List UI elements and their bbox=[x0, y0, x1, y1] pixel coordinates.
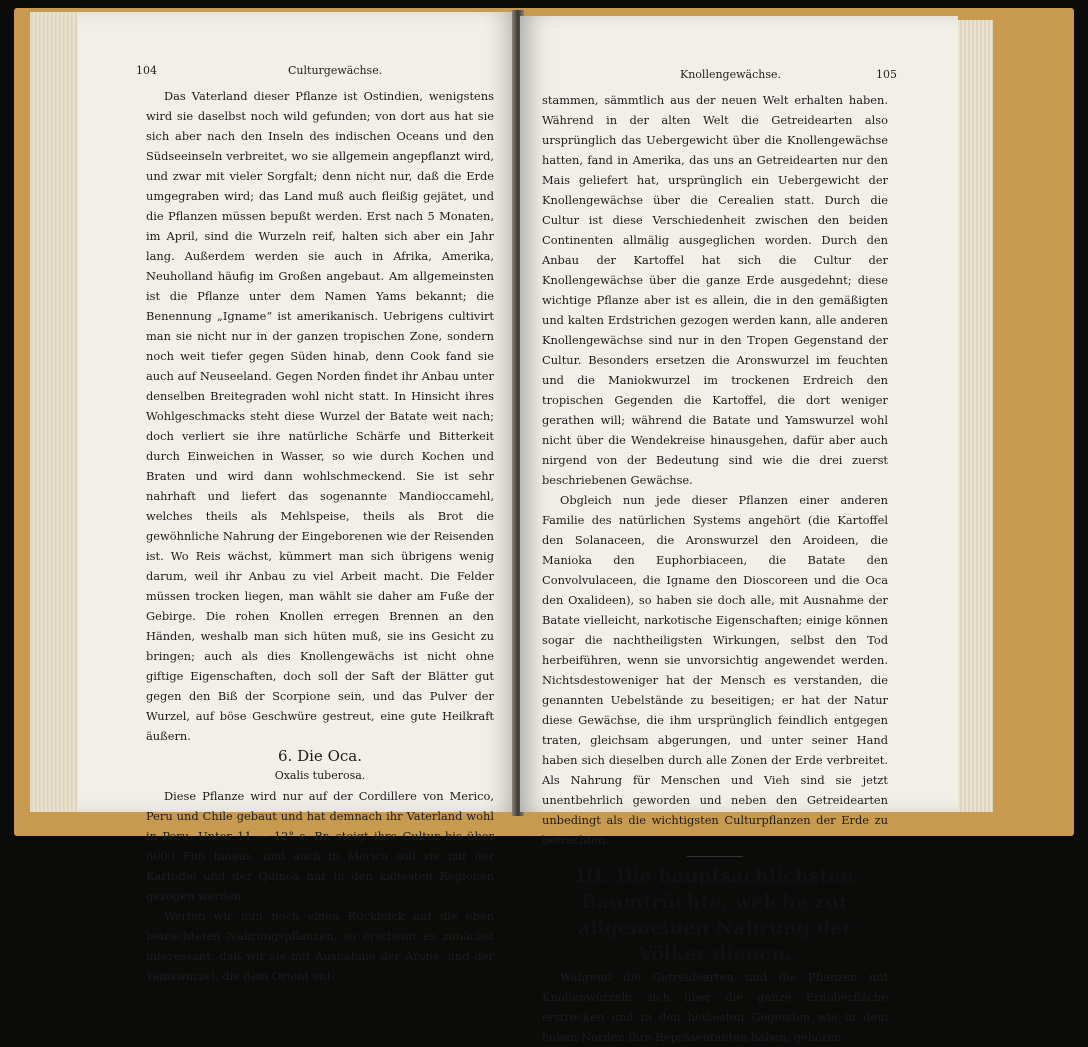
left-page bbox=[78, 12, 516, 983]
page-edges-left bbox=[30, 12, 78, 812]
chapter-title: III. Die hauptsächlichsten Baumfrüchte, welche zur allgemeinen Nahrung der Völker dienen. bbox=[576, 865, 854, 965]
left-page-number: 104 bbox=[136, 64, 157, 77]
right-paragraph-2: Obgleich nun jede dieser Pflanzen einer anderen Familie des natürlichen Systems angehört (die Kartoffel den Solanaceen, die Aronswurzel den Aroideen, die Manioka den Euphorbiaceen, die Batate den Convolvulaceen, die Igname den Dioscoreen und die Oca den Oxalideen), so haben sie doch alle, mit Ausnahme der Batate vielleicht, narkotische Eigenschaften; einige können sogar die nachtheiligsten Wirkungen, selbst den Tod herbeiführen, wenn sie unvorsichtig angewendet werden. Nichtsdestoweniger hat der Mensch es verstanden, die genannten Uebelstände zu beseitigen; er hat der Natur diese Gewächse, die ihm ursprünglich feindlich entgegen traten, gleichsam abgerungen, und unter seiner Hand haben sich dieselben durch alle Zonen der Erde verbreitet. Als Nahrung für Menschen und Vieh sind sie jetzt unentbehrlich geworden und neben den Getreidearten unbedingt als die wichtigsten Culturpflanzen der Erde zu betrachten. bbox=[542, 493, 888, 847]
right-running-head: Knollengewächse. bbox=[680, 68, 781, 81]
section-divider bbox=[687, 856, 743, 857]
right-page bbox=[520, 16, 958, 1044]
right-paragraph-3: Während die Getreidearten und die Pflanzen mit Knollenwurzeln sich über die ganze Erdoberfläche erstrecken und in den heißesten Gegenden wie in dem hohen Norden ihre Repräsentanten haben, gehören bbox=[542, 970, 888, 1044]
right-paragraph-1: stammen, sämmtlich aus der neuen Welt erhalten haben. Während in der alten Welt die Getreidearten also ursprünglich das Uebergewicht über die Knollengewächse hatten, fand in Amerika, das uns an Getreidearten nur den Mais geliefert hat, ursprünglich ein Uebergewicht der Knollengewächse über die Cerealien statt. Durch die Cultur ist diese Verschiedenheit zwischen den beiden Continenten allmälig ausgeglichen worden. Durch den Anbau der Kartoffel hat sich die Cultur der Knollengewächse über die ganze Erde ausgedehnt; diese wichtige Pflanze aber ist es allein, die in den gemäßigten und kalten Erdstrichen gezogen werden kann, alle anderen Knollengewächse sind nur in den Tropen Gegenstand der Cultur. Besonders ersetzen die Aronswurzel im feuchten und die Maniokwurzel im trockenen Erdreich den tropischen Gegenden die Kartoffel, die dort weniger gerathen will; während die Batate und Yamswurzel wohl nicht über die Wendekreise hinausgehen, dafür aber auch nirgend von der Bedeutung sind wie die drei zuerst beschriebenen Gewächse. bbox=[542, 93, 888, 487]
left-paragraph-2: Diese Pflanze wird nur auf der Cordillere von Merico, Peru und Chile gebaut und hat demnach ihr Vaterland wohl in Peru. Unter 11 — 12° s. Br. steigt ihre Cultur bis über 8000 Fuß hinaus, und auch in Merico soll sie mit der Kartoffel und der Quinoa nur in den kältesten Regionen gezogen werden. bbox=[146, 789, 494, 903]
left-paragraph-3: Werfen wir nun noch einen Rückblick auf die eben betrachteten Nahrungspflanzen, so erscheint es zunächst interessant, daß wir sie mit Ausnahme der Arons- und der Yamswurzel, die dem Orient ent- bbox=[146, 909, 494, 983]
page-edges-right bbox=[955, 20, 993, 812]
section-subtitle: Oxalis tuberosa. bbox=[274, 769, 366, 782]
left-paragraph-1: Das Vaterland dieser Pflanze ist Ostindien, wenigstens wird sie daselbst noch wild gefunden; von dort aus hat sie sich aber nach den Inseln des indischen Oceans und den Südseeinseln verbreitet, wo sie allgemein angepflanzt wird, und zwar mit vieler Sorgfalt; denn nicht nur, daß die Erde umgegraben wird; das Land muß auch fleißig gejätet, und die Pflanzen müssen bepußt werden. Erst nach 5 Monaten, im April, sind die Wurzeln reif, halten sich aber ein Jahr lang. Außerdem werden sie auch in Afrika, Amerika, Neuholland häufig im Großen angebaut. Am allgemeinsten ist die Pflanze unter dem Namen Yams bekannt; die Benennung „Igname“ ist amerikanisch. Uebrigens cultivirt man sie nicht nur in der ganzen tropischen Zone, sondern noch weit tiefer gegen Süden hinab, denn Cook fand sie auch auf Neuseeland. Gegen Norden findet ihr Anbau unter denselben Breitegraden wohl nicht statt. In Hinsicht ihres Wohlgeschmacks steht diese Wurzel der Batate weit nach; doch verliert sie ihre natürliche Schärfe und Bitterkeit durch Einweichen in Wasser, so wie durch Kochen und Braten und wird dann wohlschmeckend. Sie ist sehr nahrhaft und liefert das sogenannte Mandioccamehl, welches theils als Mehlspeise, theils als Brot die gewöhnliche Nahrung der Eingeborenen wie der Reisenden ist. Wo Reis wächst, kümmert man sich übrigens wenig darum, weil ihr Anbau zu viel Arbeit macht. Die Felder müssen trocken liegen, man wählt sie daher am Fuße der Gebirge. Die rohen Knollen erregen Brennen an den Händen, weshalb man sich hüten muß, sie ins Gesicht zu bringen; auch als dies Knollengewächs ist nicht ohne giftige Eigenschaften, doch soll der Saft der Blätter gut gegen den Biß der Scorpione sein, und das Pulver der Wurzel, auf böse Geschwüre gestreut, eine gute Heilkraft äußern. bbox=[146, 89, 494, 743]
left-running-head: Culturgewächse. bbox=[288, 64, 383, 77]
left-text-block bbox=[146, 86, 494, 986]
right-text-block bbox=[542, 90, 888, 1047]
right-page-number: 105 bbox=[876, 68, 897, 81]
section-title: 6. Die Oca. bbox=[278, 747, 362, 765]
